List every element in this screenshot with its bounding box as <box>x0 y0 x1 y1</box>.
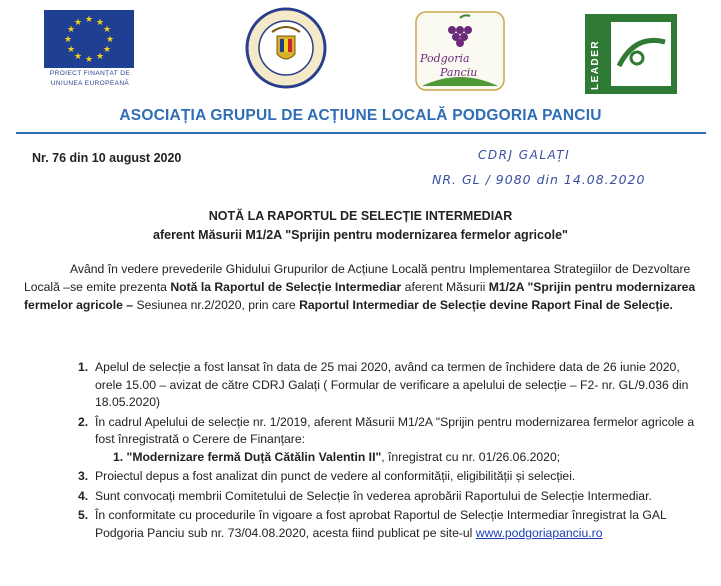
svg-text:★: ★ <box>95 18 105 28</box>
numbered-list <box>78 359 698 544</box>
svg-text:★: ★ <box>84 55 94 65</box>
list-item-number: 2. <box>78 414 89 429</box>
svg-text:★: ★ <box>66 45 76 55</box>
ministry-seal-icon <box>244 6 328 90</box>
intro-bold-2: M1/2A "Sprijin pentru modernizarea fermelor agricole – <box>24 280 696 312</box>
svg-text:★: ★ <box>105 35 115 45</box>
svg-text:★: ★ <box>73 18 83 28</box>
list-item-number: 5. <box>78 508 89 522</box>
list-item-number: 1. <box>78 360 89 374</box>
list-item-number: 3. <box>78 469 89 483</box>
header-divider <box>16 132 706 134</box>
association-name: ASOCIAȚIA GRUPUL DE ACȚIUNE LOCALĂ PODGORIA PANCIU <box>119 107 602 124</box>
svg-text:★: ★ <box>102 45 112 55</box>
subitem-project-title: 1. "Modernizare fermă Duță Cătălin Valentin II" <box>113 449 382 464</box>
list-subitem <box>95 449 698 467</box>
subitem-registration: , înregistrat cu nr. 01/26.06.2020; <box>381 449 561 464</box>
intro-bold-3: Raportul Intermediar de Selecție devine Raport Final de Selecție. <box>299 298 673 312</box>
svg-text:★: ★ <box>66 25 76 35</box>
document-number: Nr. 76 din 10 august 2020 <box>32 151 182 165</box>
intro-text-1: Având în vedere prevederile Ghidului Grupurilor de Acțiune Locală pentru Implementarea Strategiilor de Dezvoltare Locală –se emite prezenta <box>24 262 691 294</box>
list-item <box>78 414 698 467</box>
handwritten-registration-1: CDRJ GALAȚI <box>478 148 571 162</box>
svg-text:★: ★ <box>73 52 83 62</box>
list-item-text: Sunt convocați membrii Comitetului de Selecție în vederea aprobării Raportului de Selecție Intermediar. <box>95 488 652 503</box>
svg-text:★: ★ <box>63 35 73 45</box>
list-item <box>78 507 698 542</box>
intro-paragraph <box>24 260 696 314</box>
logo-bar <box>0 0 721 100</box>
gal-logo-line2: Panciu <box>440 66 478 79</box>
list-item-text: Apelul de selecție a fost lansat în data de 25 mai 2020, având ca termen de închidere data de 26 iunie 2020, orele 15.00 – avizat de către CDRJ Galați ( Formular de verificare a apelului de selecție – F2- nr. GL/9.036 din 18.05.2020) <box>95 360 689 409</box>
eu-caption-2: UNIUNEA EUROPEANĂ <box>50 80 130 87</box>
intro-text-2: aferent Măsurii <box>401 280 489 294</box>
list-item <box>78 488 698 506</box>
eu-logo <box>44 10 136 96</box>
podgoria-panciu-logo-icon <box>414 10 506 92</box>
intro-bold-1: Notă la Raportul de Selecție Intermediar <box>170 280 402 294</box>
eu-flag-icon <box>44 10 134 68</box>
svg-text:★: ★ <box>84 15 94 25</box>
website-link[interactable]: www.podgoriapanciu.ro <box>475 525 603 540</box>
list-item-text: În cadrul Apelului de selecție nr. 1/2019, aferent Măsurii M1/2A "Sprijin pentru modernizarea fermelor agricole a fost înregistrată o Cerere de Finanțare: <box>95 414 695 446</box>
svg-text:★: ★ <box>102 25 112 35</box>
intro-text-3: Sesiunea nr.2/2020, prin care <box>133 298 300 312</box>
gal-logo-line1: Podgoria <box>420 52 470 65</box>
eu-caption-1: PROIECT FINANȚAT DE <box>49 70 131 77</box>
list-item <box>78 359 698 412</box>
document-title: NOTĂ LA RAPORTUL DE SELECȚIE INTERMEDIAR <box>208 209 513 223</box>
leader-logo-text: LEADER <box>590 39 601 90</box>
list-item-number: 4. <box>78 488 89 503</box>
list-item-text: În conformitate cu procedurile în vigoare a fost aprobat Raportul de Selecție Intermediar înregistrat la GAL Podgoria Panciu sub nr. 73/04.08.2020, acesta fiind publicat pe site-ul <box>95 508 667 540</box>
handwritten-registration-2: NR. GL / 9080 din 14.08.2020 <box>432 172 646 187</box>
document-subtitle: aferent Măsurii M1/2A "Sprijin pentru modernizarea fermelor agricole" <box>153 228 568 242</box>
svg-text:★: ★ <box>95 52 105 62</box>
list-item <box>78 468 698 486</box>
list-item-text: Proiectul depus a fost analizat din punct de vedere al conformității, eligibilității și selecției. <box>95 469 576 483</box>
